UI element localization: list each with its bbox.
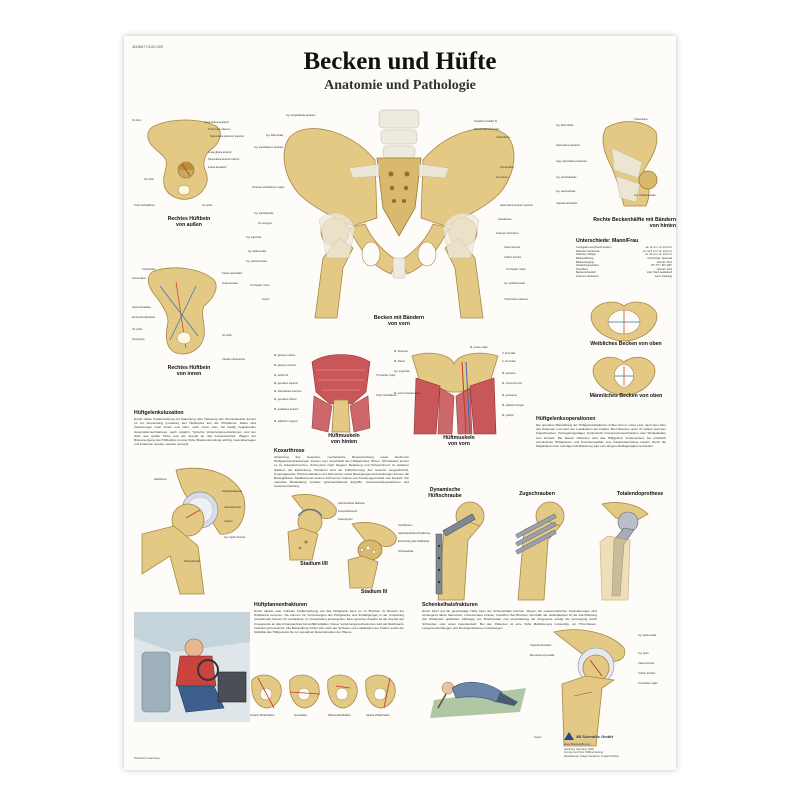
hip-luxation-illustration [136,464,248,594]
arthrose-stage2-illustration [284,492,340,562]
label: M. gemellus superior [274,382,299,385]
label: Fossa acetabuli [208,166,227,169]
acetabulum-fractures-illustration [248,672,398,712]
label: M. iliacus [394,360,405,363]
poster-title: Becken und Hüfte [303,48,497,75]
differences-row: Beckeneingang schmal / breit [576,260,672,264]
hip-muscles-front-illustration [410,352,500,434]
differences-row: Conjugata vera (Durchmesser) ca. 11 cm / ca. 11,5 cm [576,246,672,249]
total-endoprosthesis-illustration [594,500,654,600]
label: M. tensor fasciae latae [394,392,421,395]
dashboard-injury-illustration [134,612,250,722]
label: Caput femoris [504,246,521,249]
arthrose-stage3-illustration [344,520,400,590]
label: Linea glutea posterior [204,121,229,124]
caption-pelvis-front: Becken mit Bändern von vorn [373,315,425,327]
label: Lig. inguinale [394,370,410,373]
label: Trochanter minor [250,284,270,287]
label: M. pectineus [502,394,517,397]
label: Caput femoris [638,662,655,665]
label: Os pubis [132,328,143,331]
section-title-arthrose: Koxarthrose [274,448,305,454]
label: Femur [262,298,270,301]
label: M. adductor magnus [274,420,298,423]
section-title-operations: Hüftgelenksoperationen [536,416,596,422]
label: Gelenkspaltverschmälerung [398,532,431,535]
caption-tep: Totalendoprothese [616,491,664,497]
label: Lig. teres [638,652,649,655]
label: Lig. capitis femoris [224,536,246,539]
label: Lig. pubofemorale [504,282,525,285]
label: Crista iliaca [496,136,510,139]
label: Linea arcuata [222,282,238,285]
caption-male-pelvis: Männliches Becken von oben [589,393,663,399]
differences-row: Schambogenwinkel 70°-75° / 90°-100° [576,264,672,268]
label-fracture: Querfraktur [294,714,308,717]
label: Crista iliaca [634,118,648,121]
label: Ligg. sacroiliaca posteriora [556,160,587,163]
label: Collum femoris [638,672,656,675]
label: Spina iliaca anterior inferior [208,158,240,161]
label: Os sacrum [496,176,509,179]
poster-subtitle: Anatomie und Pathologie [324,78,476,93]
label: Geröllzysten [398,524,413,527]
label: Lig. sacrospinale [254,212,274,215]
label: Vertebra lumbalis IV [474,120,498,123]
label: Os ischii [222,334,232,337]
label: Lig. iliolumbale [556,124,574,127]
male-pelvis-illustration [588,352,660,396]
label: Acetabulum [498,218,512,221]
label: Os pubis [202,204,213,207]
section-title-differences: Unterschiede: Mann/Frau [576,238,639,244]
label: M. adductor longus [502,404,525,407]
label: M. obturatorius internus [274,390,302,393]
caption-muscles-back: Hüftmuskeln von hinten [328,433,360,445]
differences-row: Diameter obliqua ca. 12 cm / ca. 12,5 cm [576,253,672,257]
anatomy-poster [124,36,676,770]
caption-stage2: Stadium I/II [300,561,328,567]
label: M. gemellus inferior [274,398,297,401]
label: Os ilium [132,119,142,122]
differences-row: Diameter transversa ca. 12,5 cm / ca. 13,5 cm [576,249,672,253]
label: M. piriformis [274,374,289,377]
label: Lig. longitudinale anterius [286,114,316,117]
brand-name: 3B Scientific GmbH [576,734,614,739]
label: Lig. ischiofemorale [634,194,656,197]
label: Schenkelhals [398,550,414,553]
label: Trochanter major [506,268,526,271]
label: Oberschenkel [184,560,201,563]
tension-screws-illustration [504,500,574,600]
text-pfanne: Durch direkte oder indirekte Krafteinwirkung auf das Hüftgelenk kann es zu Brüchen im Bereich der Hüftpfanne kommen. Sie können mit Verrenkungen des Hüftgelenks und Schädigungen in der Umgebung verlaufender Nerven (N. ischiadicus, N. obturatorius) einhergehen. Eine typische Ursache ist der Anprall des Kniegelenks an das Armaturenbrett bei Auffahrunfällen. Dieser Verletzungsmechanismus wird als Dashboard-Verletzung bezeichnet. Die Behandlung richtet sich nach der Schwere und Lokalisation der Fraktur sowie der Stabilität des Hüftgelenks bis zur operativen Rekonstruktion der Pfanne. [254,609,404,634]
label: V. femoralis [502,352,516,355]
label: Lig. iliofemorale [638,634,657,637]
label: Linea glutea anterior [208,151,232,154]
differences-table [576,246,672,279]
label: Fossa iliaca [132,277,146,280]
label: Spina iliaca anterior superior [500,204,533,207]
label: Entrundung des Hüftkopfes [398,540,430,543]
caption-muscles-front: Hüftmuskeln von vorn [443,435,475,447]
caption-stage3: Stadium III [360,589,388,595]
label: Spina ischiadica [132,306,151,309]
differences-row: Kreuzbein schmal / breit [576,267,672,271]
credits: Hamburg, Germany, 2002 Konzept und Text: Wilfried Hennig Illustrationen: Holger Vanselow, Irmgard Süßner [564,748,620,758]
label: Lig. sacrospinale [556,190,576,193]
label: Lig. sacroiliacum anterius [254,146,284,149]
label: A. femoralis [502,360,516,363]
label: Collum femoris [504,256,522,259]
hip-bone-inner-illustration [146,266,226,361]
fall-injury-illustration [430,648,530,718]
pelvis-half-back-illustration [602,118,662,213]
label: Foramen ischiadicum majus [252,186,285,189]
label: Tuberculum iliacum [208,128,231,131]
dynamic-hip-screw-illustration [424,500,494,600]
label: Hüftpfanne [154,478,167,481]
label: Femur [534,736,542,739]
text-schenkel: Durch Sturz auf die gleichseitige Hüfte kann der Schenkelhals brechen. Wegen der osteoporotischen Veränderungen sind vorwiegend ältere Menschen, insbesondere Frauen, betroffen. Bei Brüchen innerhalb der Gelenkkapsel ist die Durchblutung des Hüftkopfes gefährdet. Abhängig von Bruchverlauf und Verschiebung der Fragmente erfolgt die Versorgung durch Schrauben oder einen Gelenkersatz. Bei den Patienten ist eine frühe Mobilisierung notwendig, um Thrombosen, Lungenentzündungen und Druckgeschwüren vorzubeugen. [422,609,597,630]
label: Gelenkknorpel [224,506,241,509]
label: Eminentia iliopubica [132,316,156,319]
female-pelvis-illustration [588,298,660,342]
label: Trochanter major [376,374,396,377]
pelvis-front-illustration [279,108,522,318]
caption-hip-outer: Rechtes Hüftbein von außen [167,216,211,228]
label-fracture: Pfannendachfraktur [328,714,351,717]
label: Symphysis [132,338,145,341]
caption-female-pelvis: Weibliches Becken von oben [590,341,662,347]
label: Lig. iliofemorale [248,250,267,253]
brand-logo-icon [564,732,574,740]
label: Lig. pubofemorale [246,260,267,263]
differences-row: Beckenöffnung herzförmig / queroval [576,256,672,260]
section-title-pfanne: Hüftpfannenfrakturen [254,602,308,608]
label: M. iliopsoas [394,350,408,353]
label-fracture: Hintere Pfeilerfraktur [366,714,390,717]
label: Trochanter major [638,682,658,685]
label: Osteophyten [338,518,353,521]
label: Crista iliaca [142,268,156,271]
label: Subchondrale Sklerose [338,502,365,505]
text-operations: Die operative Behandlung der Hüftgelenksfrakturen richtet sich in erster Linie nach dem Alter des Patienten und nach der Lokalisation der Fraktur. Bei Patienten unter 70 Jahren kommen Zugschrauben, Verriegelungsnägel, dynamische Kompressionsschrauben oder Winkelplatten zum Einsatz. Bei älteren Patienten wird das Hüftgelenk, insbesondere bei erheblich verminderter Hüftgelenks- und Knochenqualität, eine Totalendoprothese ersetzt. Durch die Möglichkeit einer sofortigen Mobilisierung wird eine längere Bettlägerigkeit vermieden. [536,423,666,448]
brand-url: www.3bscientific.com [564,742,591,746]
label: Discus intervertebralis [474,128,500,131]
caption-tension-screws: Zugschrauben [519,491,555,497]
label: M. quadratus femoris [274,408,299,411]
label: Tuberculum pubicum [504,298,529,301]
label: Tuber ischiadicum [376,394,397,397]
label: Spina iliaca posterior superior [210,135,245,138]
label: Lig. sacrotuberale [556,176,577,179]
caption-hip-inner: Rechtes Hüftbein von innen [167,365,211,377]
label: Tuber ischiadicum [134,204,155,207]
label: Canalis obturatorius [222,358,246,361]
label: Os ischii [144,178,154,181]
label: Spina iliaca posterior [556,144,581,147]
label: Capsula articularis [530,644,552,647]
text-luxation: Durch starke Krafteinwirkung mit Stauchung oder Hebelung des Oberschenkels kommt es zur Ausrenkung (Luxation) des Hüftkopfes aus der Hüftpfanne. Dabei sind Verletzungen nach hinten und oben, nach vorne oder, bei häufig begleitenden Gelenkpfannenfrakturen, auch möglich. Typische Verletzungsmechanismen sind der Stoß aus großer Höhe und der Anprall an das Armaturenbrett. Wegen der Blutversorgung des Hüftkopfes ist eine frühe Wiedereinrenkung wichtig. Gelenkversagen und Frakturen werden operativ versorgt. [134,417,256,447]
femoral-neck-illustration [544,626,640,746]
differences-row: Beckenschaufeln steil / flach ausladend [576,271,672,275]
label: Fossa iliaca [500,166,514,169]
label: Labrum [224,520,233,523]
product-code: 4006577/100.020 [132,44,164,49]
label: Facies auricularis [222,272,243,275]
label: Knorpelschwund [338,510,358,513]
label: Lig. iliolumbale [266,134,284,137]
label: Lig. inguinale [246,236,262,239]
label: Hüftgelenkkapsel [222,490,242,493]
label: Os coccygis [258,222,272,225]
label: M. gluteus medius [274,354,296,357]
label: M. sartorius [502,372,516,375]
caption-dhs: Dynamische Hüftschraube [428,487,462,499]
text-arthrose: Abnutzung des Gelenkes, mechanische Beanspruchung sowie bestimmte Hüftgelenkserkrankungen können zum Verschleiß des Hüftgelenkes führen. Schubweise kommt es zu Anlaufschmerzen, Schmerzen nach längerer Belastung und Ruheschmerz im späteren Stadium der Erkrankung. Hierdurch wird die Fußkrümmung des Gelenks eingeschränkt. Knorpelgewebe, Pfannendefekten und Schmerzen sowie Bewegungseinschränkungen können die Beweglichkeit. Medikamente können Schmerzen lindern und Krankengymnastik zum Einsatz. Die operative Behandlung umfasst gelenkerhaltende Eingriffe, Gelenkersatzoperationen und Gelenkversteifung. [274,455,409,489]
label: Membrana synovialis [530,654,555,657]
section-title-luxation: Hüftgelenksluxation [134,410,184,416]
differences-row: Foramen obturatum oval / dreieckig [576,275,672,278]
label-fracture: Vordere Pfeilerfraktur [250,714,275,717]
label: M. rectus femoris [502,382,522,385]
label: M. gluteus minimus [274,364,297,367]
printed-in: Printed in Germany [134,756,160,760]
label: M. gracilis [502,414,514,417]
label: Capsula articularis [556,202,578,205]
caption-pelvis-half-back: Rechte Beckenhälfte mit Bändern von hinten [593,217,676,229]
hip-muscles-back-illustration [306,352,376,434]
section-title-schenkel: Schenkelhalsfrakturen [422,602,478,608]
label: M. psoas major [470,346,488,349]
label: Foramen obturatum [496,232,519,235]
